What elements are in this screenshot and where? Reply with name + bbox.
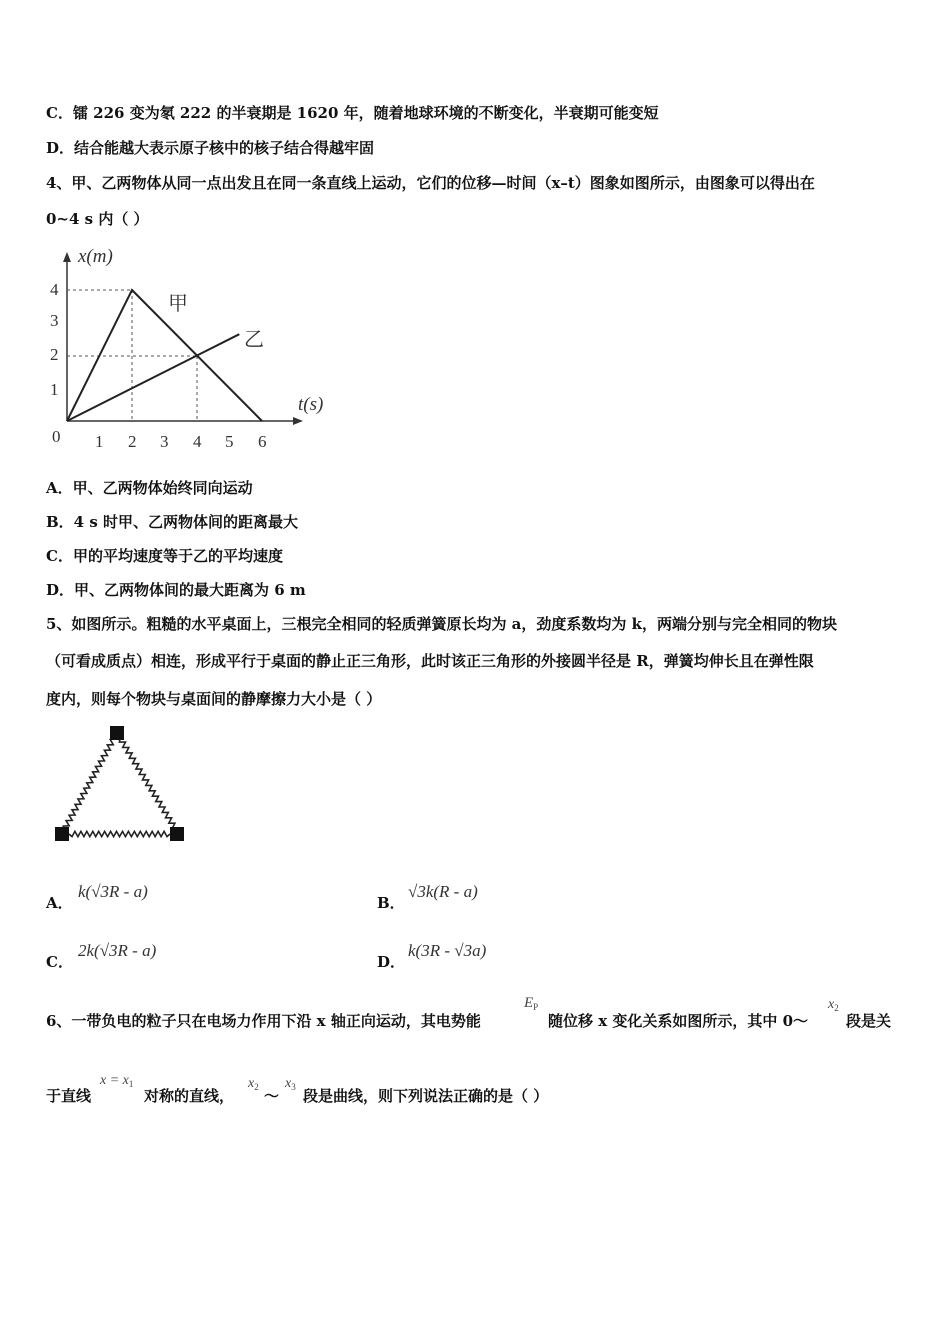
q5-option-c-formula[interactable]: 2k(√3R - a) [78, 941, 157, 960]
y-tick: 2 [50, 345, 59, 364]
series-jia-label: 甲 [168, 291, 188, 315]
q4-stem-line1: 4、甲、乙两物体从同一点出发且在同一条直线上运动，它们的位移—时间（x–t）图象如图所示，由图象可以得出在 [46, 174, 815, 192]
q5-option-c-label[interactable]: C． [46, 953, 73, 971]
q5-option-b-label[interactable]: B． [377, 894, 405, 912]
spring-triangle-figure [50, 720, 190, 850]
spring-bottom [69, 831, 170, 836]
q4-option-b[interactable]: B．4 s 时甲、乙两物体间的距离最大 [46, 513, 299, 531]
q6-stem-line1-part3: 段是关 [846, 1012, 892, 1030]
q4-option-c[interactable]: C．甲的平均速度等于乙的平均速度 [46, 547, 283, 565]
symbol-x2b: $x_2$ [248, 1076, 259, 1092]
block-right [170, 827, 184, 841]
y-tick: 1 [50, 380, 59, 399]
symbol-x-eq-x1: $x = x_1$ [100, 1073, 134, 1089]
y-axis-label: x(m) [78, 246, 113, 267]
q6-stem-line2-part1: 于直线 [46, 1087, 92, 1105]
symbol-x3: $x_3$ [285, 1076, 296, 1092]
y-axis-arrow [63, 252, 71, 262]
q5-option-b-formula[interactable]: √3k(R - a) [408, 882, 478, 901]
symbol-x2: $x_2$ [828, 997, 839, 1013]
option-c-prev: C．镭 226 变为氡 222 的半衰期是 1620 年，随着地球环境的不断变化，半衰期可能变短 [46, 104, 659, 122]
x-tick: 5 [225, 432, 234, 451]
block-top [110, 726, 124, 740]
q4-option-d[interactable]: D．甲、乙两物体间的最大距离为 6 m [46, 581, 306, 599]
option-d-prev: D．结合能越大表示原子核中的核子结合得越牢固 [46, 139, 375, 157]
q5-option-a-label[interactable]: A． [46, 894, 73, 912]
x-tick: 6 [258, 432, 267, 451]
series-yi-label: 乙 [244, 327, 264, 351]
q6-stem-line2-part3: 段是曲线，则下列说法正确的是（ ） [303, 1087, 549, 1105]
x-tick: 1 [95, 432, 104, 451]
q6-tilde: ～ [264, 1087, 280, 1105]
spring-right [119, 738, 176, 830]
origin-label: 0 [52, 427, 61, 446]
q5-option-d-formula[interactable]: k(3R - √3a) [408, 941, 487, 960]
series-yi-line [67, 334, 239, 421]
x-tick: 4 [193, 432, 202, 451]
q6-stem-line1-part1: 6、一带负电的粒子只在电场力作用下沿 x 轴正向运动，其电势能 [46, 1012, 481, 1030]
xt-graph [40, 238, 340, 453]
x-tick: 3 [160, 432, 169, 451]
q5-option-a-formula[interactable]: k(√3R - a) [78, 882, 148, 901]
q6-stem-line1-part2: 随位移 x 变化关系如图所示，其中 0～ [548, 1012, 809, 1030]
q5-option-d-label[interactable]: D． [377, 953, 406, 971]
spring-left [63, 738, 114, 830]
x-axis-arrow [293, 417, 303, 425]
block-left [55, 827, 69, 841]
q6-stem-line2-part2: 对称的直线， [144, 1087, 235, 1105]
q4-option-a[interactable]: A．甲、乙两物体始终同向运动 [46, 479, 253, 497]
q5-stem-line3: 度内，则每个物块与桌面间的静摩擦力大小是（ ） [46, 690, 382, 708]
q5-stem-line2: （可看成质点）相连，形成平行于桌面的静止正三角形，此时该正三角形的外接圆半径是 R，弹簧均伸长且在弹性限 [46, 652, 814, 670]
x-axis-label: t(s) [298, 394, 324, 415]
q5-stem-line1: 5、如图所示。粗糙的水平桌面上，三根完全相同的轻质弹簧原长均为 a，劲度系数均为 k，两端分别与完全相同的物块 [46, 615, 837, 633]
y-tick: 4 [50, 280, 59, 299]
y-tick: 3 [50, 311, 59, 330]
symbol-ep: $E_P$ [524, 995, 539, 1012]
x-tick: 2 [128, 432, 137, 451]
q4-stem-line2: 0~4 s 内（ ） [46, 210, 149, 228]
